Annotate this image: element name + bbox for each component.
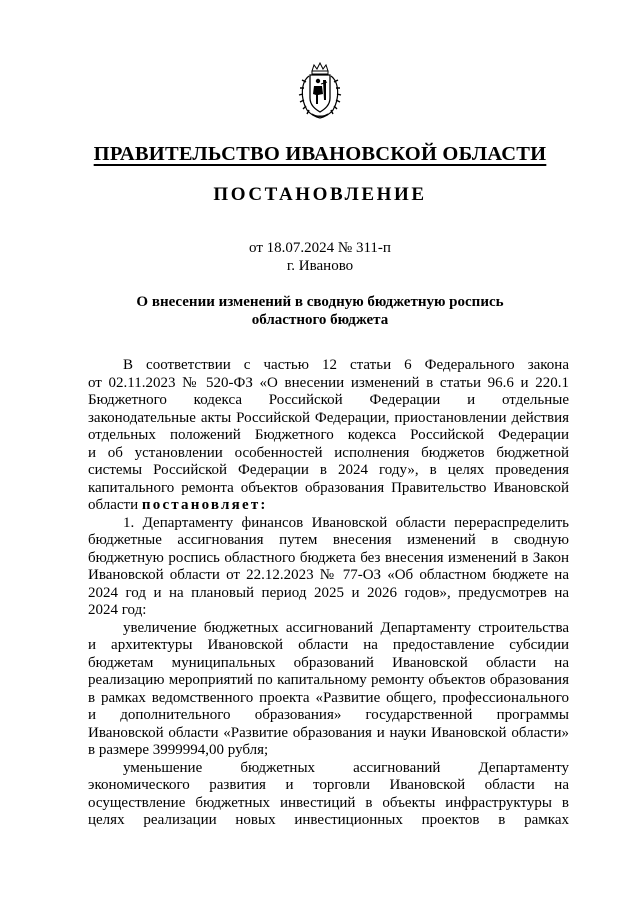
- document-city: г. Иваново: [286, 258, 354, 274]
- body-line: и об установлении особенностей исполнения бюджетов бюджетной: [88, 444, 569, 461]
- decree-prefix: области: [88, 497, 142, 513]
- body-line: и дополнительного образования» государственной программы: [88, 707, 569, 723]
- body-line: [88, 497, 569, 515]
- subject-line: областного бюджета: [251, 312, 389, 328]
- document-body: [88, 357, 569, 830]
- body-line: реализацию мероприятий по капитальному ремонту объектов образования: [88, 672, 569, 688]
- decree-colon: :: [260, 497, 268, 513]
- body-line: отдельных положений Бюджетного кодекса Российской Федерации: [88, 427, 569, 443]
- body-line: уменьшение бюджетных ассигнований Департаменту: [123, 759, 569, 776]
- body-line: законодательные акты Российской Федерации, приостановлении действия: [88, 409, 569, 426]
- body-line: осуществление бюджетных инвестиций в объекты инфраструктуры в: [88, 794, 569, 811]
- body-line: от 02.11.2023 № 520-ФЗ «О внесении изменений в статьи 96.6 и 220.1: [88, 374, 569, 391]
- body-line: Ивановской области от 22.12.2023 № 77-ОЗ «Об областном бюджете на: [88, 567, 569, 583]
- body-line: Бюджетного кодекса Российской Федерации и отдельные: [88, 392, 569, 408]
- body-line: 2024 год:: [88, 602, 147, 618]
- document-subject: [60, 293, 580, 329]
- body-line: Ивановской области «Развитие образования и науки Ивановской области»: [88, 724, 569, 741]
- body-line: 1. Департаменту финансов Ивановской области перераспределить: [123, 514, 569, 531]
- subject-line: О внесении изменений в сводную бюджетную роспись: [136, 294, 504, 310]
- body-line: целях реализации новых инвестиционных проектов в рамках: [88, 812, 569, 828]
- document-type: ПОСТАНОВЛЕНИЕ: [213, 184, 427, 205]
- body-line: бюджетные ассигнования путем внесения изменений в сводную: [88, 532, 569, 548]
- body-line: В соответствии с частью 12 статьи 6 Федерального закона: [123, 357, 569, 373]
- decree-word: постановляет: [141, 497, 261, 513]
- government-title: ПРАВИТЕЛЬСТВО ИВАНОВСКОЙ ОБЛАСТИ: [93, 143, 547, 165]
- body-line: капитального ремонта объектов образования Правительство Ивановской: [88, 479, 569, 496]
- body-line: увеличение бюджетных ассигнований Департаменту строительства: [123, 619, 569, 636]
- body-line: экономического развития и торговли Ивановской области на: [88, 777, 569, 793]
- body-line: и архитектуры Ивановской области на предоставление субсидии: [88, 637, 569, 653]
- body-line: бюджетам муниципальных образований Ивановской области на: [88, 654, 569, 671]
- coat-of-arms-icon: [297, 62, 343, 120]
- body-line: бюджетную роспись областного бюджета без внесения изменений в Закон: [88, 549, 569, 566]
- body-line: в размере 3999994,00 рубля;: [88, 742, 269, 758]
- document-date-number: от 18.07.2024 № 311-п: [249, 240, 391, 256]
- body-line: в рамках ведомственного проекта «Развитие общего, профессионального: [88, 689, 569, 706]
- body-line: системы Российской Федерации в 2024 году», в целях проведения: [88, 462, 569, 478]
- body-line: 2024 год и на плановый период 2025 и 2026 годов», предусмотрев на: [88, 584, 569, 601]
